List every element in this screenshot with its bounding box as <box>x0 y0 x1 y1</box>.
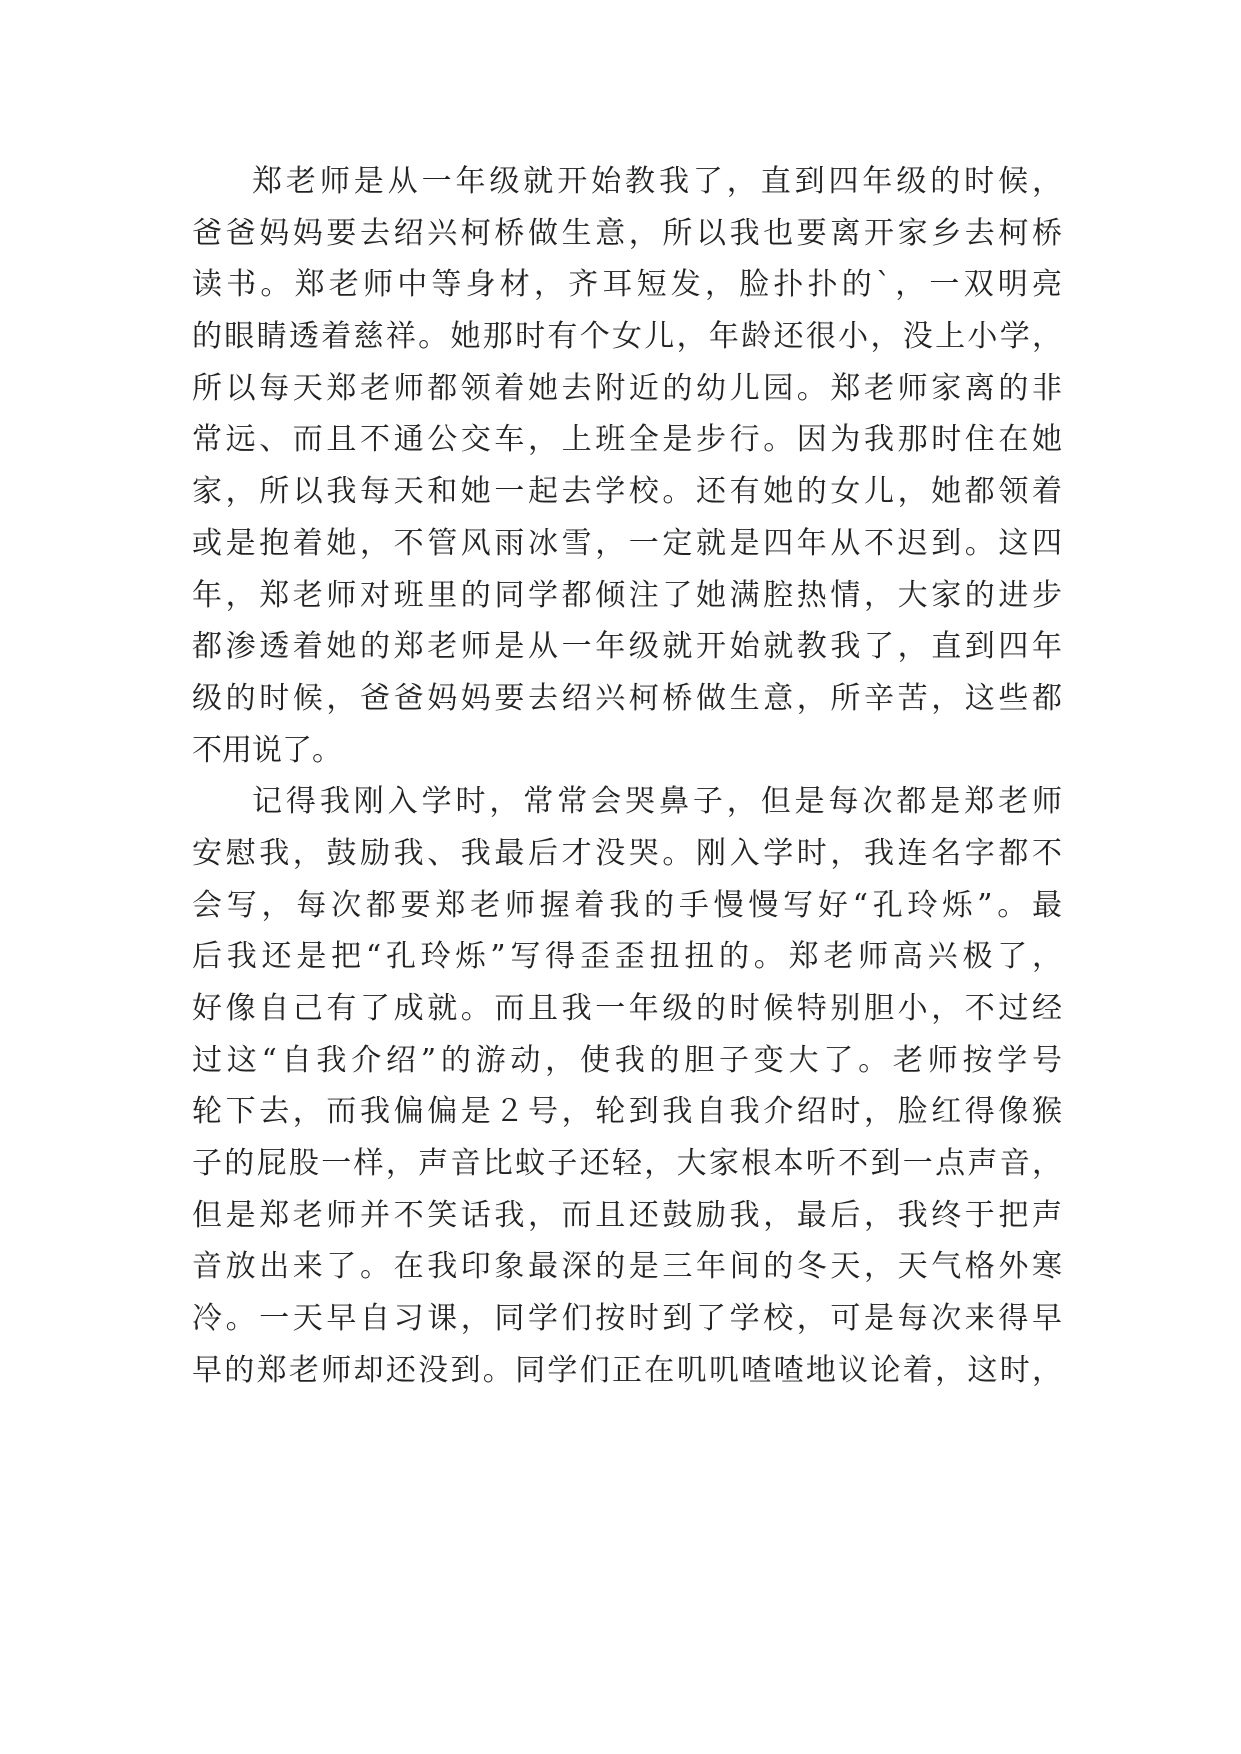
paragraph-line: 会写，每次都要郑老师握着我的手慢慢写好“孔玲烁”。最 <box>192 887 1062 923</box>
paragraph-line: 不用说了。 <box>192 732 342 768</box>
paragraph-line: 但是郑老师并不笑话我，而且还鼓励我，最后，我终于把声 <box>192 1197 1062 1233</box>
document-body <box>192 156 1062 1397</box>
paragraph-line: 记得我刚入学时，常常会哭鼻子，但是每次都是郑老师 <box>252 784 1062 820</box>
paragraph-line: 安慰我，鼓励我、我最后才没哭。刚入学时，我连名字都不 <box>192 835 1062 871</box>
paragraph-line: 过这“自我介绍”的游动，使我的胆子变大了。老师按学号 <box>192 1042 1062 1078</box>
paragraph-line: 好像自己有了成就。而且我一年级的时候特别胆小，不过经 <box>192 991 1062 1026</box>
paragraph-line: 子的屁股一样，声音比蚊子还轻，大家根本听不到一点声音， <box>192 1146 1062 1182</box>
paragraph-1 <box>192 156 1062 776</box>
paragraph-2 <box>192 776 1062 1396</box>
paragraph-line: 读书。郑老师中等身材，齐耳短发，脸扑扑的`，一双明亮 <box>192 267 1062 303</box>
paragraph-line: 郑老师是从一年级就开始教我了，直到四年级的时候， <box>252 164 1062 199</box>
paragraph-line: 常远、而且不通公交车，上班全是步行。因为我那时住在她 <box>192 422 1062 458</box>
paragraph-line: 都渗透着她的郑老师是从一年级就开始就教我了，直到四年 <box>192 629 1062 665</box>
paragraph-line: 年，郑老师对班里的同学都倾注了她满腔热情，大家的进步 <box>192 577 1062 613</box>
paragraph-line: 级的时候，爸爸妈妈要去绍兴柯桥做生意，所辛苦，这些都 <box>192 680 1062 716</box>
paragraph-line: 后我还是把“孔玲烁”写得歪歪扭扭的。郑老师高兴极了， <box>192 939 1062 975</box>
paragraph-line: 或是抱着她，不管风雨冰雪，一定就是四年从不迟到。这四 <box>192 525 1062 561</box>
paragraph-line: 家，所以我每天和她一起去学校。还有她的女儿，她都领着 <box>192 474 1062 510</box>
paragraph-line: 爸爸妈妈要去绍兴柯桥做生意，所以我也要离开家乡去柯桥 <box>192 215 1062 251</box>
paragraph-line: 的眼睛透着慈祥。她那时有个女儿，年龄还很小，没上小学， <box>192 319 1062 355</box>
paragraph-line: 冷。一天早自习课，同学们按时到了学校，可是每次来得早 <box>192 1301 1062 1337</box>
paragraph-line: 所以每天郑老师都领着她去附近的幼儿园。郑老师家离的非 <box>192 370 1062 406</box>
paragraph-line: 轮下去，而我偏偏是２号，轮到我自我介绍时，脸红得像猴 <box>192 1094 1062 1130</box>
paragraph-line: 音放出来了。在我印象最深的是三年间的冬天，天气格外寒 <box>192 1249 1062 1285</box>
paragraph-line: 早的郑老师却还没到。同学们正在叽叽喳喳地议论着，这时， <box>192 1352 1062 1388</box>
